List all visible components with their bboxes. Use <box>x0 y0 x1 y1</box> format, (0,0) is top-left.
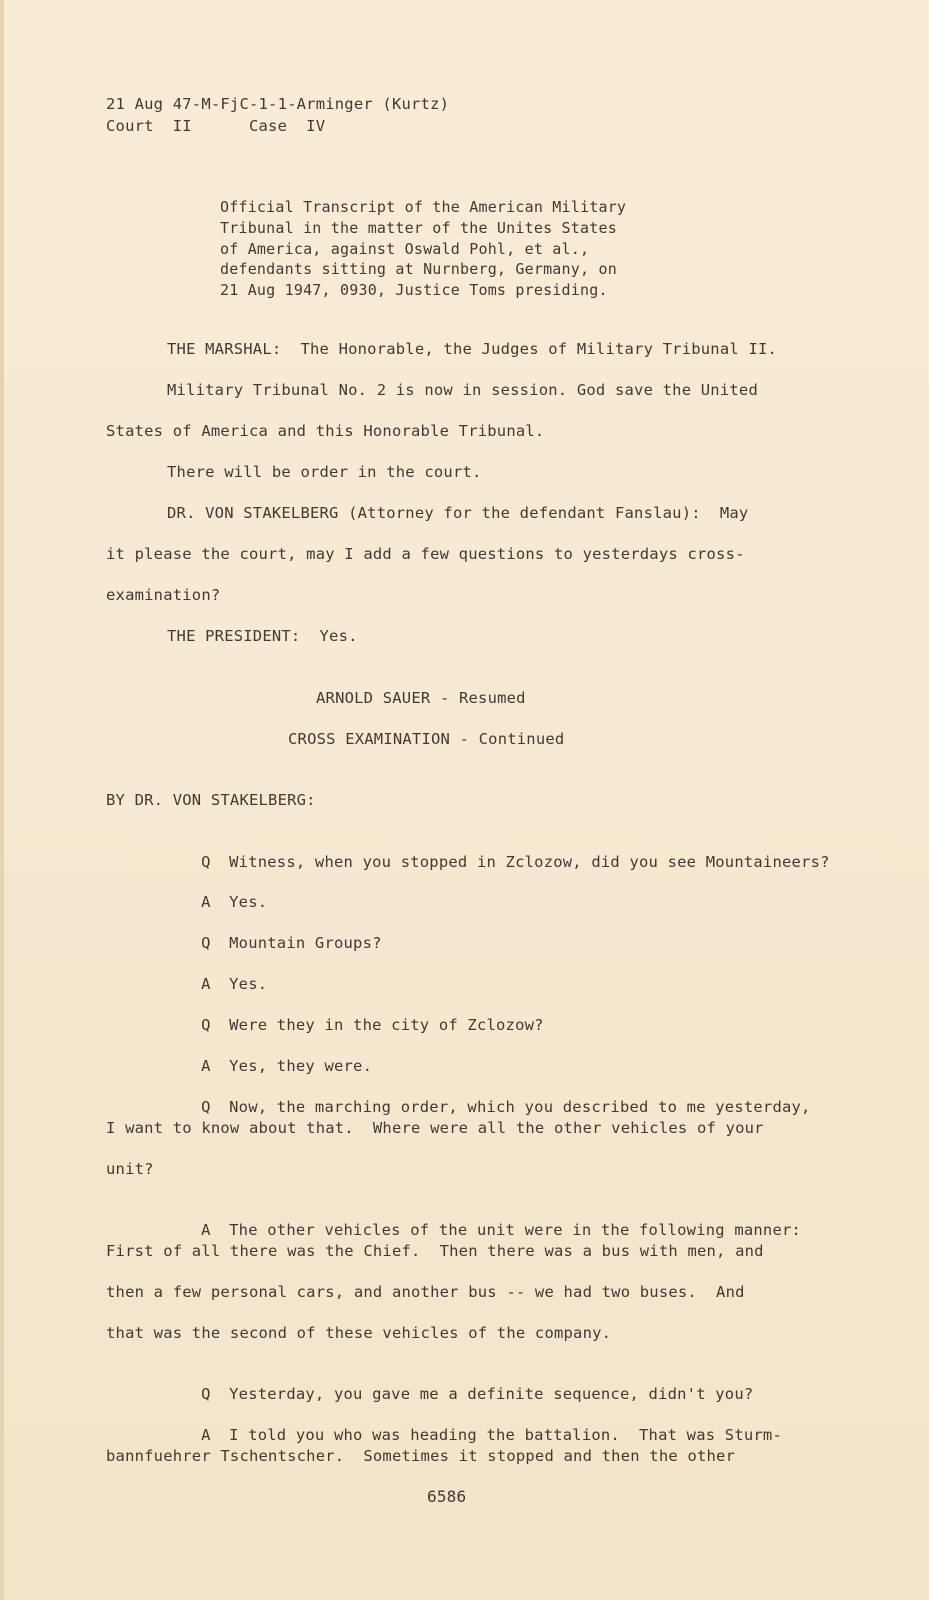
exam-heading: CROSS EXAMINATION - Continued <box>288 730 565 748</box>
qa-text: Now, the marching order, which you described to me yesterday, <box>229 1098 811 1116</box>
qa-tag: Q <box>201 853 211 871</box>
stakelberg-line-1: DR. VON STAKELBERG (Attorney for the defendant Fanslau): May <box>167 504 749 522</box>
marshal-line: THE MARSHAL: The Honorable, the Judges of Military Tribunal II. <box>167 340 778 358</box>
qa-text: Yes. <box>229 975 268 993</box>
session-line: Military Tribunal No. 2 is now in session. God save the United <box>167 381 758 399</box>
by-line: BY DR. VON STAKELBERG: <box>106 791 316 809</box>
page-number: 6586 <box>427 1487 467 1506</box>
header-line-1: 21 Aug 47-M-FjC-1-1-Arminger (Kurtz) <box>106 95 450 113</box>
qa-tag: A <box>201 1057 211 1075</box>
stakelberg-line-3: examination? <box>106 586 221 604</box>
qa-text: Witness, when you stopped in Zclozow, did you see Mountaineers? <box>229 853 830 871</box>
a8-line-3: then a few personal cars, and another bus -- we had two buses. And <box>106 1283 745 1301</box>
qa-tag: A <box>201 893 211 911</box>
q7-line-3: unit? <box>106 1160 154 1178</box>
qa-text: Yes. <box>229 893 268 911</box>
qa-tag: A <box>201 975 211 993</box>
qa-text: I told you who was heading the battalion. That was Sturm- <box>229 1426 782 1444</box>
caption-line-1: Official Transcript of the American Military <box>220 198 627 216</box>
stakelberg-line-2: it please the court, may I add a few questions to yesterdays cross- <box>106 545 745 563</box>
qa-tag: Q <box>201 1016 211 1034</box>
qa-text: Yes, they were. <box>229 1057 373 1075</box>
a10-line-2: bannfuehrer Tschentscher. Sometimes it stopped and then the other <box>106 1447 736 1465</box>
a8-line-2: First of all there was the Chief. Then there was a bus with men, and <box>106 1242 764 1260</box>
qa-tag: Q <box>201 1385 211 1403</box>
page-edge <box>0 0 4 1600</box>
qa-text: The other vehicles of the unit were in the following manner: <box>229 1221 802 1239</box>
q7-line-2: I want to know about that. Where were all the other vehicles of your <box>106 1119 764 1137</box>
order-line: There will be order in the court. <box>167 463 482 481</box>
caption-line-2: Tribunal in the matter of the Unites States <box>220 219 617 237</box>
qa-tag: A <box>201 1426 211 1444</box>
qa-text: Yesterday, you gave me a definite sequence, didn't you? <box>229 1385 754 1403</box>
a8-line-4: that was the second of these vehicles of the company. <box>106 1324 612 1342</box>
qa-tag: A <box>201 1221 211 1239</box>
qa-tag: Q <box>201 1098 211 1116</box>
session-cont-line: States of America and this Honorable Tribunal. <box>106 422 545 440</box>
header-line-2: Court II Case IV <box>106 117 326 135</box>
caption-line-5: 21 Aug 1947, 0930, Justice Toms presiding. <box>220 281 608 299</box>
qa-text: Mountain Groups? <box>229 934 382 952</box>
witness-heading: ARNOLD SAUER - Resumed <box>316 689 526 707</box>
qa-tag: Q <box>201 934 211 952</box>
qa-text: Were they in the city of Zclozow? <box>229 1016 544 1034</box>
president-line: THE PRESIDENT: Yes. <box>167 627 358 645</box>
caption-line-4: defendants sitting at Nurnberg, Germany, on <box>220 260 617 278</box>
caption-line-3: of America, against Oswald Pohl, et al., <box>220 240 590 258</box>
